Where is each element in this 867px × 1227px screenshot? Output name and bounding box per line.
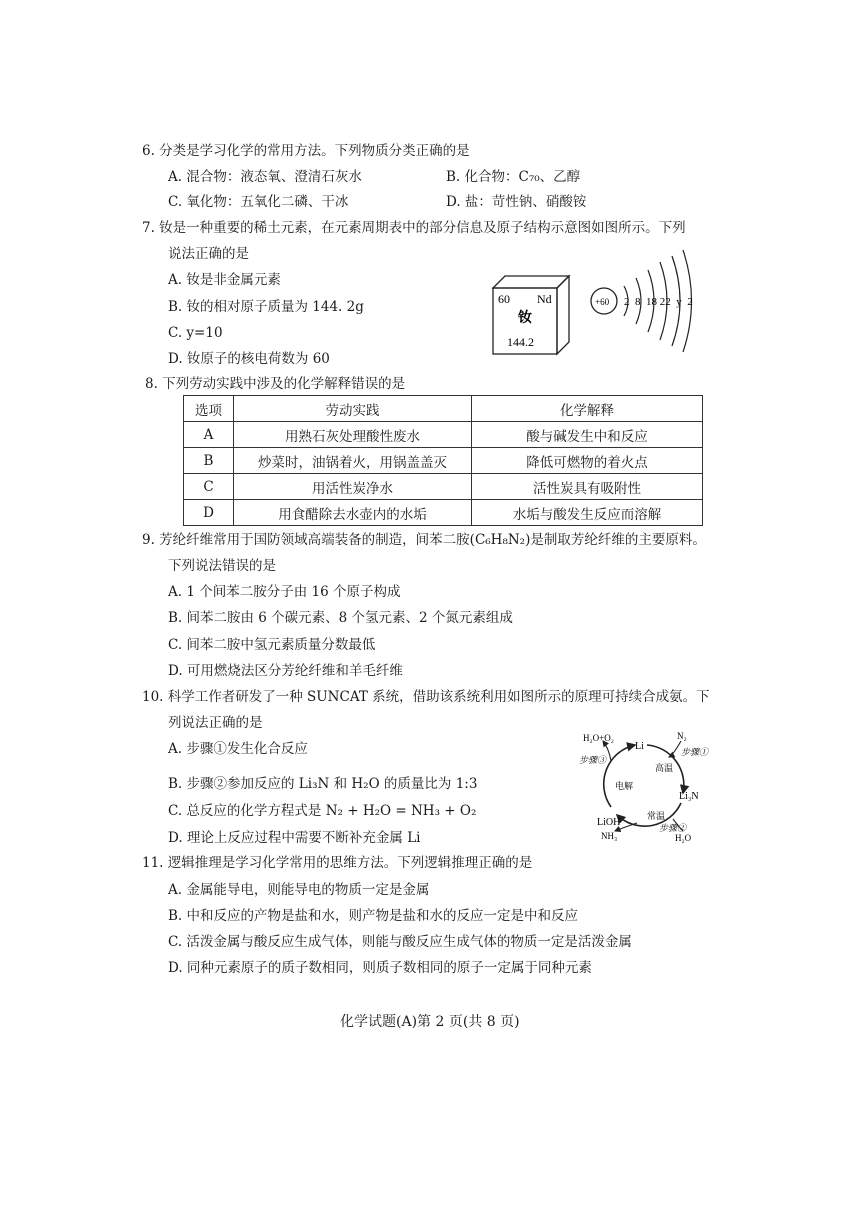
page-footer: 化学试题(A)第 2 页(共 8 页) bbox=[340, 1014, 520, 1030]
table-cell: 活性炭具有吸附性 bbox=[472, 474, 703, 500]
species-lioh: LiOH bbox=[597, 817, 621, 828]
table-cell: 用食醋除去水壶内的水垢 bbox=[234, 500, 472, 526]
q10-option-d[interactable]: D. 理论上反应过程中需要不断补充金属 Li bbox=[168, 830, 421, 846]
table-cell: 用活性炭净水 bbox=[234, 474, 472, 500]
q10-option-c[interactable]: C. 总反应的化学方程式是 N₂ + H₂O = NH₃ + O₂ bbox=[168, 803, 477, 819]
table-cell: 降低可燃物的着火点 bbox=[472, 448, 703, 474]
step3-label: 步骤③ bbox=[579, 755, 607, 765]
atom-structure-diagram bbox=[588, 248, 708, 358]
element-symbol: Nd bbox=[537, 292, 552, 306]
table-row bbox=[184, 474, 703, 500]
q6-option-d[interactable]: D. 盐：苛性钠、硝酸铵 bbox=[446, 194, 587, 210]
product-nh3: NH₃ bbox=[601, 831, 618, 841]
table-cell: C bbox=[184, 474, 234, 500]
q7-stem-line1: 7. 钕是一种重要的稀土元素，在元素周期表中的部分信息及原子结构示意图如图所示。下列 bbox=[142, 220, 686, 236]
product-h2o-o2: H₂O+O₂ bbox=[583, 733, 614, 743]
table-cell: A bbox=[184, 422, 234, 448]
element-mass: 144.2 bbox=[507, 335, 534, 349]
q9-option-d[interactable]: D. 可用燃烧法区分芳纶纤维和羊毛纤维 bbox=[168, 663, 403, 679]
q6-stem: 6. 分类是学习化学的常用方法。下列物质分类正确的是 bbox=[142, 143, 470, 159]
step2-label: 步骤② bbox=[659, 823, 687, 833]
q11-stem: 11. 逻辑推理是学习化学常用的思维方法。下列逻辑推理正确的是 bbox=[142, 855, 533, 871]
table-cell: 炒菜时，油锅着火，用锅盖盖灭 bbox=[234, 448, 472, 474]
table-row bbox=[184, 448, 703, 474]
nucleus-charge: +60 bbox=[595, 297, 610, 307]
condition-room-temp: 常温 bbox=[647, 811, 666, 821]
table-cell: 用熟石灰处理酸性废水 bbox=[234, 422, 472, 448]
reactant-h2o: H₂O bbox=[675, 833, 692, 843]
q7-option-b[interactable]: B. 钕的相对原子质量为 144. 2g bbox=[168, 299, 364, 315]
table-cell: D bbox=[184, 500, 234, 526]
step1-label: 步骤① bbox=[681, 747, 709, 757]
table-cell: 水垢与酸发生反应而溶解 bbox=[472, 500, 703, 526]
q7-option-d[interactable]: D. 钕原子的核电荷数为 60 bbox=[168, 351, 330, 367]
table-cell: B bbox=[184, 448, 234, 474]
condition-high-temp: 高温 bbox=[655, 763, 674, 773]
reactant-n2: N₂ bbox=[677, 731, 687, 741]
table-cell: 酸与碱发生中和反应 bbox=[472, 422, 703, 448]
q10-stem-line2: 列说法正确的是 bbox=[168, 715, 263, 731]
table-header-row bbox=[184, 396, 703, 422]
q9-option-a[interactable]: A. 1 个间苯二胺分子由 16 个原子构成 bbox=[168, 584, 401, 600]
q10-stem-line1: 10. 科学工作者研发了一种 SUNCAT 系统，借助该系统利用如图所示的原理可持续合成氨。下 bbox=[142, 689, 710, 705]
q7-option-c[interactable]: C. y=10 bbox=[168, 325, 223, 341]
element-tile bbox=[485, 268, 575, 358]
q8-stem: 8. 下列劳动实践中涉及的化学解释错误的是 bbox=[145, 376, 406, 392]
q8-table bbox=[183, 395, 703, 526]
table-row bbox=[184, 500, 703, 526]
table-header: 选项 bbox=[184, 396, 234, 422]
table-header: 劳动实践 bbox=[234, 396, 472, 422]
q6-option-a[interactable]: A. 混合物：液态氧、澄清石灰水 bbox=[168, 169, 362, 185]
q10-option-a[interactable]: A. 步骤①发生化合反应 bbox=[168, 741, 308, 757]
q9-option-b[interactable]: B. 间苯二胺由 6 个碳元素、8 个氢元素、2 个氮元素组成 bbox=[168, 610, 513, 626]
q11-option-c[interactable]: C. 活泼金属与酸反应生成气体，则能与酸反应生成气体的物质一定是活泼金属 bbox=[168, 934, 632, 950]
species-li: Li bbox=[635, 741, 644, 752]
element-name: 钕 bbox=[518, 311, 532, 326]
q10-option-b[interactable]: B. 步骤②参加反应的 Li₃N 和 H₂O 的质量比为 1:3 bbox=[168, 776, 478, 792]
species-li3n: Li₃N bbox=[679, 791, 699, 802]
q11-option-d[interactable]: D. 同种元素原子的质子数相同，则质子数相同的原子一定属于同种元素 bbox=[168, 960, 592, 976]
q6-option-b[interactable]: B. 化合物：C₇₀、乙醇 bbox=[446, 169, 581, 185]
q9-option-c[interactable]: C. 间苯二胺中氢元素质量分数最低 bbox=[168, 637, 376, 653]
q9-stem-line1: 9. 芳纶纤维常用于国防领域高端装备的制造，间苯二胺(C₆H₈N₂)是制取芳纶纤维的主要原料。 bbox=[142, 532, 706, 548]
q6-option-c[interactable]: C. 氧化物：五氧化二磷、干冰 bbox=[168, 194, 349, 210]
table-row bbox=[184, 422, 703, 448]
q11-option-a[interactable]: A. 金属能导电，则能导电的物质一定是金属 bbox=[168, 882, 430, 898]
ammonia-cycle-diagram bbox=[575, 727, 715, 847]
q9-stem-line2: 下列说法错误的是 bbox=[168, 558, 276, 574]
q7-option-a[interactable]: A. 钕是非金属元素 bbox=[168, 272, 281, 288]
condition-electrolysis: 电解 bbox=[615, 781, 634, 791]
element-number: 60 bbox=[498, 292, 510, 306]
electron-shells: 2 8 18 22 y 2 bbox=[624, 296, 693, 308]
q7-stem-line2: 说法正确的是 bbox=[168, 246, 249, 262]
q11-option-b[interactable]: B. 中和反应的产物是盐和水，则产物是盐和水的反应一定是中和反应 bbox=[168, 908, 579, 924]
table-header: 化学解释 bbox=[472, 396, 703, 422]
